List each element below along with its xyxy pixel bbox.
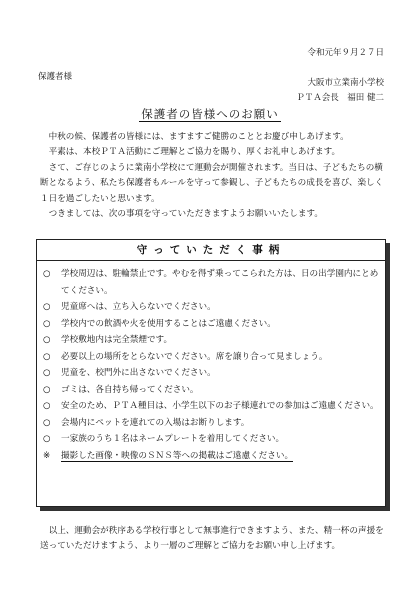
rule-item xyxy=(43,398,379,415)
rule-text: 安全のため、ＰＴＡ種目は、小学生以下のお子様連れでの参加はご遠慮ください。 xyxy=(61,401,379,411)
rule-mark: ○ xyxy=(43,269,51,279)
rule-text: 学校周辺は、駐輪禁止です。やむを得ず乗ってこられた方は、日の出学園内にとめてください。 xyxy=(61,269,379,296)
addressee: 保護者様 xyxy=(38,72,73,82)
rule-item xyxy=(43,431,379,448)
rule-text: 撮影した画像・映像のＳＮＳ等への掲載はご遠慮ください。 xyxy=(61,450,294,461)
rule-mark: ○ xyxy=(43,417,51,428)
document-title xyxy=(0,106,420,122)
rule-text: 必要以上の場所をとらないでください。席を譲り合って見ましょう。 xyxy=(61,351,328,362)
intro-section xyxy=(40,130,390,222)
closing-paragraph: 以上、運動会が秩序ある学校行事として無事進行できますよう、また、精一杯の声援を送っていただけますよう、より一層のご理解とご協力をお願い申し上げます。 xyxy=(40,526,384,552)
title-text: 保護者の皆様へのお願い xyxy=(141,107,279,121)
rule-mark: ○ xyxy=(43,384,51,395)
rule-item xyxy=(43,266,379,299)
rule-item xyxy=(43,299,379,316)
rule-text: 学校敷地内は完全禁煙です。 xyxy=(61,335,173,345)
rule-mark: ※ xyxy=(43,450,51,461)
rule-text: 児童席へは、立ち入らないでください。 xyxy=(61,302,216,312)
rule-mark: ○ xyxy=(43,434,51,444)
rule-text: 会場内にペットを連れての入場はお断りします。 xyxy=(61,417,250,428)
rule-text: 児童を、校門外に出さないでください。 xyxy=(61,368,216,378)
intro-paragraph: 平素は、本校ＰＴＡ活動にご理解とご協力を賜り、厚くお礼申しあげます。 xyxy=(48,147,341,158)
rule-mark: ○ xyxy=(43,335,51,345)
school-name: 大阪市立業南小学校 xyxy=(307,78,384,88)
document-date: 令和元年９月２７日 xyxy=(307,48,384,58)
intro-paragraph: さて、ご存じのように業南小学校にて運動会が開催されます。当日は、子どもたちの横断となるよう、私たち保護者もルールを守って参観し、子どもたちの成長を喜び、楽しく１日を過ごしたいと思います。 xyxy=(40,162,384,204)
rule-text: 一家族のうち１名はネームプレートを着用してください。 xyxy=(61,434,285,444)
rule-item xyxy=(43,349,379,366)
rule-mark: ○ xyxy=(43,318,51,329)
intro-paragraph: つきましては、次の事項を守っていただきますようお願いいたします。 xyxy=(48,209,323,220)
rule-item xyxy=(43,448,379,465)
sender-name: ＰＴＡ会長 福田 健二 xyxy=(296,93,384,103)
rule-mark: ○ xyxy=(43,401,51,411)
rules-list xyxy=(43,266,379,464)
rule-item xyxy=(43,365,379,382)
rule-item xyxy=(43,415,379,432)
rule-item xyxy=(43,332,379,349)
rule-item xyxy=(43,316,379,333)
sender-block xyxy=(296,76,384,106)
rule-item xyxy=(43,382,379,399)
rules-box xyxy=(36,239,386,507)
rule-text: ゴミは、各自持ち帰ってください。 xyxy=(61,384,199,395)
intro-paragraph: 中秋の候、保護者の皆様には、ますますご健勝のこととお慶び申しあげます。 xyxy=(48,132,349,142)
rule-mark: ○ xyxy=(43,368,51,378)
rule-mark: ○ xyxy=(43,302,51,312)
rule-mark: ○ xyxy=(43,351,51,362)
rules-heading: 守っていただく事柄 xyxy=(37,240,385,261)
rule-text: 学校内での飲酒や火を使用することはご遠慮ください。 xyxy=(61,318,276,329)
closing-section xyxy=(40,524,390,555)
